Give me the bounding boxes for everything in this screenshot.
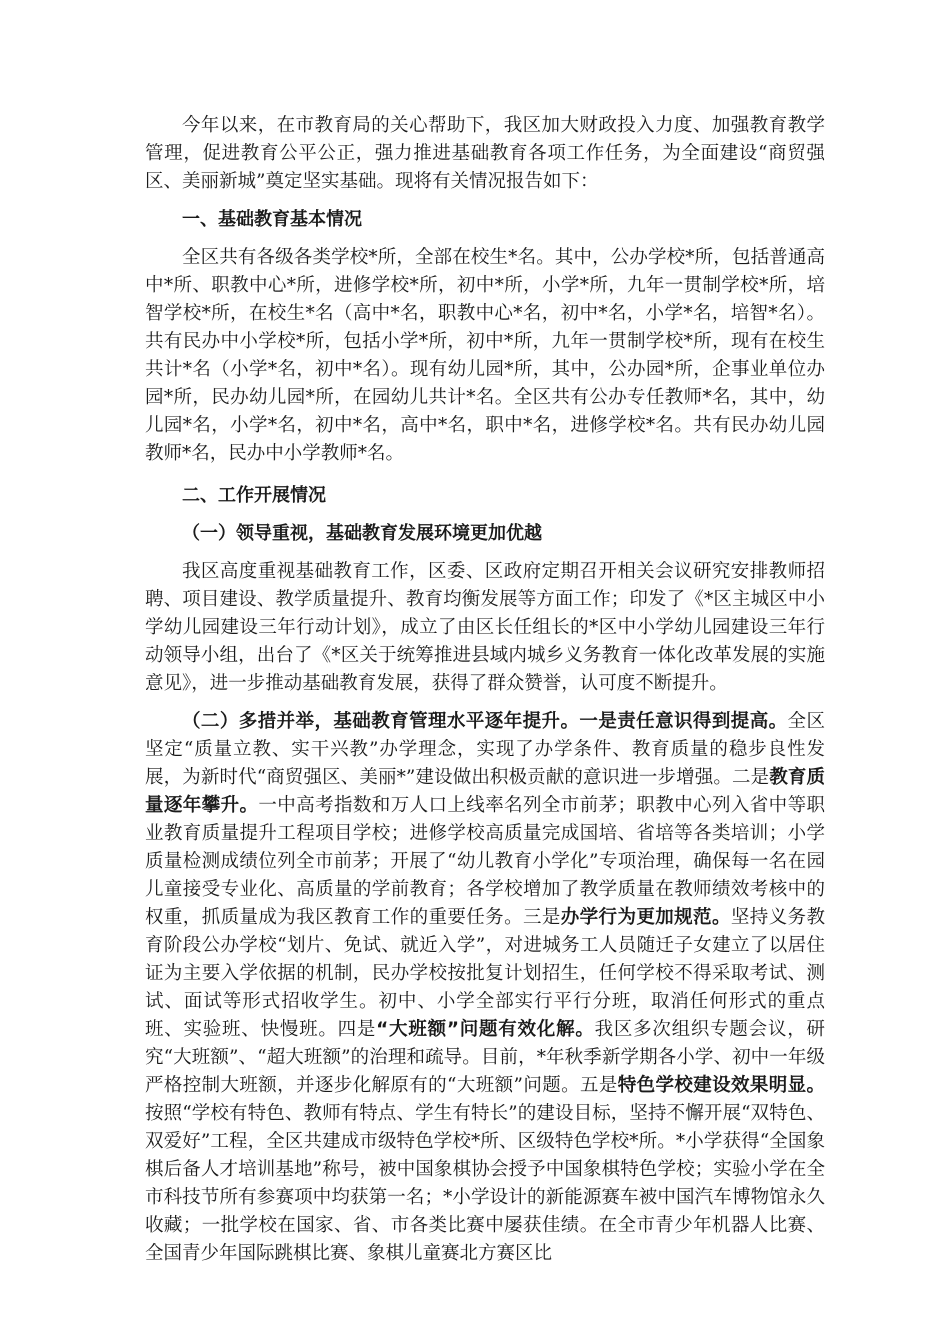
point1-text: 全区坚定“质量立教、实干兴教”办学理念，实现了办学条件、教育质量的稳步良性发展，为新时代“商贸强区、美丽*”建设做出积极贡献的意识进一步增强。 [145,711,825,788]
subsection1-heading: （一）领导重视，基础教育发展环境更加优越 [182,523,542,544]
point2-text: 一中高考指数和万人口上线率名列全市前茅；职教中心列入省中等职业教育质量提升工程项目学校；进修学校高质量完成国培、省培等各类培训；小学质量检测成绩位列全市前茅；开展了“幼儿教育小学化”专项治理，确保每一名在园儿童接受专业化、高质量的学前教育；各学校增加了教学质量在教师绩效考核中的权重，抓质量成为我区教育工作的重要任务。 [145,795,825,928]
point1-title: 一是责任意识得到提高。 [579,711,788,732]
point5-title: 特色学校建设效果明显。 [617,1075,825,1096]
point5-lead: 五是 [579,1075,618,1096]
point2-lead: 二是 [732,767,770,788]
point3-lead: 三是 [522,907,561,928]
point3-title: 办学行为更加规范。 [560,907,731,928]
document-page [145,112,825,1268]
intro-paragraph: 今年以来，在市教育局的关心帮助下，我区加大财政投入力度、加强教育教学管理，促进教育公平公正，强力推进基础教育各项工作任务，为全面建设“商贸强区、美丽新城”奠定坚实基础。现将有关情况报告如下： [145,115,825,192]
point4-text: 我区多次组织专题会议，研究“大班额”、“超大班额”的治理和疏导。目前，*年秋季新学期各小学、初中一年级严格控制大班额，并逐步化解原有的“大班额”问题。 [145,1019,825,1096]
subsection1-body: 我区高度重视基础教育工作，区委、区政府定期召开相关会议研究安排教师招聘、项目建设、教学质量提升、教育均衡发展等方面工作；印发了《*区主城区中小学幼儿园建设三年行动计划》，成立了由区长任组长的*区中小学幼儿园建设三年行动领导小组，出台了《*区关于统筹推进县域内城乡义务教育一体化改革发展的实施意见》，进一步推动基础教育发展，获得了群众赞誉，认可度不断提升。 [145,561,825,694]
subsection2-body [145,708,825,1268]
point4-title: “大班额”问题有效化解。 [376,1019,595,1040]
subsection2-heading: （二）多措并举，基础教育管理水平逐年提升。 [182,711,580,732]
point4-lead: 四是 [337,1019,377,1040]
point3-text: 坚持义务教育阶段公办学校“划片、免试、就近入学”，对进城务工人员随迁子女建立了以居住证为主要入学依据的机制，民办学校按批复计划招生，任何学校不得采取考试、测试、面试等形式招收学生。初中、小学全部实行平行分班，取消任何形式的重点班、实验班、快慢班。 [145,907,825,1040]
section1-heading: 一、基础教育基本情况 [182,209,362,230]
point2-title: 教育质量逐年攀升。 [145,767,825,816]
point5-text: 按照“学校有特色、教师有特点、学生有特长”的建设目标，坚持不懈开展“双特色、双爱好”工程，全区共建成市级特色学校*所、区级特色学校*所。*小学获得“全国象棋后备人才培训基地”称号，被中国象棋协会授予中国象棋特色学校；实验小学在全市科技节所有参赛项中均获第一名；*小学设计的新能源赛车被中国汽车博物馆永久收藏；一批学校在国家、省、市各类比赛中屡获佳绩。在全市青少年机器人比赛、全国青少年国际跳棋比赛、象棋儿童赛北方赛区比 [145,1103,825,1264]
section1-body: 全区共有各级各类学校*所，全部在校生*名。其中，公办学校*所，包括普通高中*所、职教中心*所，进修学校*所，初中*所，小学*所，九年一贯制学校*所，培智学校*所，在校生*名（高中*名，职教中心*名，初中*名，小学*名，培智*名）。共有民办中小学校*所，包括小学*所，初中*所，九年一贯制学校*所，现有在校生共计*名（小学*名，初中*名）。现有幼儿园*所，其中，公办园*所，企事业单位办园*所，民办幼儿园*所，在园幼儿共计*名。全区共有公办专任教师*名，其中，幼儿园*名，小学*名，初中*名，高中*名，职中*名，进修学校*名。共有民办幼儿园教师*名，民办中小学教师*名。 [145,247,825,464]
section2-heading: 二、工作开展情况 [182,485,326,506]
